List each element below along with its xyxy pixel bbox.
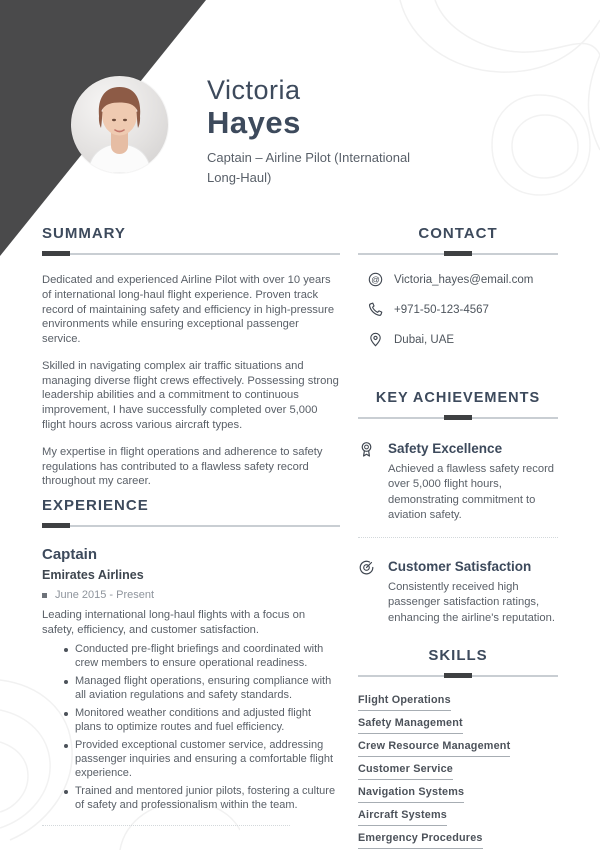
svg-text:@: @: [371, 274, 380, 285]
skills-list: [358, 694, 558, 855]
summary-section: [42, 226, 340, 489]
contact-location-row: [358, 333, 558, 348]
skill-item: Flight Operations: [358, 694, 451, 711]
phone-value: +971-50-123-4567: [394, 304, 489, 316]
last-name: Hayes: [207, 105, 301, 140]
summary-paragraph: Dedicated and experienced Airline Pilot with over 10 years of international long-haul flight experience. Proven track record of maintaining safety and efficiency in high-pressure environments while ensuring exceptional passenger service.: [42, 274, 335, 346]
skill-item: Navigation Systems: [358, 786, 464, 803]
achievement-title: Safety Excellence: [388, 441, 503, 456]
achievement-title: Customer Satisfaction: [388, 558, 532, 574]
achievement-description: Achieved a flawless safety record over 5,000 flight hours, demonstrating commitment to aviation safety.: [388, 463, 555, 522]
job-bullet: Managed flight operations, ensuring compliance with all aviation regulations and safety standards.: [42, 675, 340, 703]
job-title: Captain: [42, 546, 98, 563]
job-summary: Leading international long-haul flights with a focus on safety, efficiency, and customer satisfaction.: [42, 609, 306, 636]
first-name: Victoria: [207, 75, 301, 105]
email-icon: [368, 272, 383, 287]
employment-dates: [42, 588, 340, 602]
contact-phone-row: [358, 303, 558, 318]
skill-item: Customer Service: [358, 763, 453, 780]
section-rule: [42, 251, 340, 256]
summary-paragraph: My expertise in flight operations and adherence to safety regulations has contributed to a flawless safety record throughout my career.: [42, 445, 323, 488]
skill-item: Safety Management: [358, 717, 463, 734]
job-bullet: Trained and mentored junior pilots, fostering a culture of safety and professionalism within the team.: [42, 785, 340, 813]
skills-heading: SKILLS: [428, 647, 488, 664]
job-bullet: Provided exceptional customer service, addressing passenger inquiries and ensuring a comfortable flight experience.: [42, 739, 340, 781]
achievement-item: [358, 440, 558, 524]
section-rule: [42, 523, 340, 528]
company-name: Emirates Airlines: [42, 568, 144, 582]
achievement-description: Consistently received high passenger satisfaction ratings, enhancing the airline's reputation.: [388, 580, 555, 624]
contact-section: [358, 226, 558, 363]
dotted-divider: [42, 825, 290, 826]
date-square-icon: [42, 593, 47, 598]
location-value: Dubai, UAE: [394, 334, 455, 346]
location-icon: [368, 332, 383, 347]
achievements-heading: KEY ACHIEVEMENTS: [375, 390, 541, 406]
summary-paragraph: Skilled in navigating complex air traffic situations and managing diverse flight crews effectively. Possessing strong leadership abilities and a commitment to continuous improvement, I have successfully completed over 5,000 flight hours across various aircraft types.: [42, 359, 339, 432]
skills-section: [358, 648, 558, 855]
skill-item: Emergency Procedures: [358, 832, 483, 849]
portrait-illustration: [71, 76, 168, 173]
summary-heading: SUMMARY: [42, 225, 126, 242]
contact-heading: CONTACT: [418, 225, 498, 242]
key-achievements-section: [358, 390, 558, 626]
skill-item: Aircraft Systems: [358, 809, 447, 826]
skill-item: Crew Resource Management: [358, 740, 510, 757]
headline-job-title: Captain – Airline Pilot (International Long-Haul): [207, 150, 411, 185]
experience-heading: EXPERIENCE: [42, 497, 149, 514]
profile-photo: [71, 76, 168, 173]
dotted-divider: [358, 537, 558, 538]
email-value: Victoria_hayes@email.com: [394, 274, 534, 286]
target-icon: [358, 559, 375, 576]
name-block: [207, 74, 447, 187]
medal-icon: [358, 441, 375, 458]
date-range: June 2015 - Present: [55, 589, 155, 601]
job-bullet-list: [42, 643, 340, 813]
experience-section: [42, 498, 340, 826]
section-rule: [358, 251, 558, 256]
phone-icon: [368, 302, 383, 317]
contact-email-row: [358, 273, 558, 288]
job-bullet: Monitored weather conditions and adjusted flight plans to optimize routes and fuel efficiency.: [42, 707, 340, 735]
section-rule: [358, 673, 558, 678]
job-bullet: Conducted pre-flight briefings and coordinated with crew members to ensure operational readiness.: [42, 643, 340, 671]
section-rule: [358, 415, 558, 420]
achievement-item: [358, 558, 558, 626]
